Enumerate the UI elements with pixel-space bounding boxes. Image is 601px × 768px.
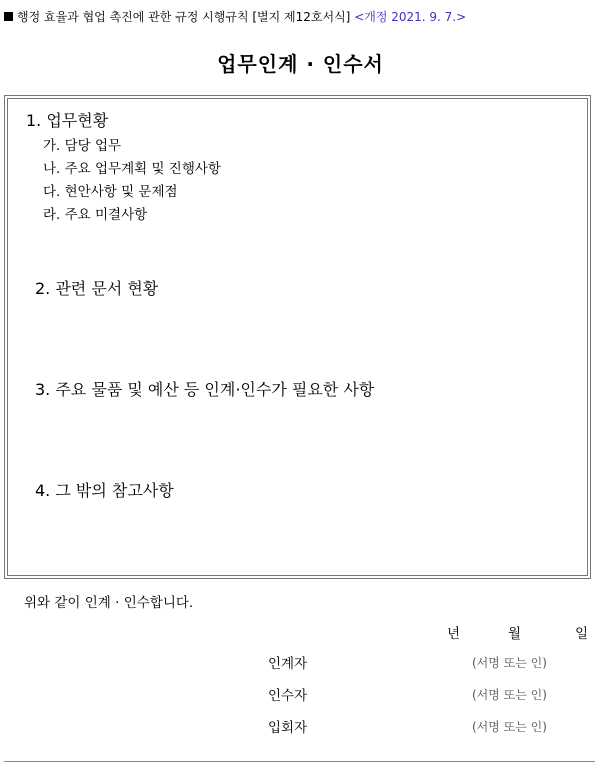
subitem-assigned-duties: 가. 담당 업무 bbox=[43, 138, 122, 154]
handover-statement: 위와 같이 인계 · 인수합니다. bbox=[24, 595, 194, 611]
section-related-documents: 2. 관련 문서 현황 bbox=[35, 279, 159, 298]
signer-role-witness: 입회자 bbox=[268, 720, 308, 736]
date-month-label: 월 bbox=[508, 626, 522, 642]
subitem-plans-progress: 나. 주요 업무계획 및 진행사항 bbox=[43, 161, 221, 177]
revision-note: <개정 2021. 9. 7.> bbox=[354, 10, 467, 24]
signature-slot-witness: (서명 또는 인) bbox=[472, 720, 547, 734]
signature-slot-receiver: (서명 또는 인) bbox=[472, 688, 547, 702]
section-work-status: 1. 업무현황 bbox=[26, 111, 109, 130]
square-bullet-icon bbox=[4, 12, 13, 21]
bottom-rule bbox=[4, 761, 595, 762]
content-box bbox=[4, 95, 591, 579]
form-header bbox=[4, 8, 466, 25]
subitem-issues-problems: 다. 현안사항 및 문제점 bbox=[43, 184, 178, 200]
date-day-label: 일 bbox=[575, 626, 589, 642]
rule-reference: 행정 효율과 협업 촉진에 관한 규정 시행규칙 [별지 제12호서식] bbox=[17, 10, 351, 24]
signer-role-receiver: 인수자 bbox=[268, 688, 308, 704]
document-title: 업무인계 · 인수서 bbox=[217, 52, 384, 76]
signer-role-handover: 인계자 bbox=[268, 656, 308, 672]
subitem-pending-matters: 라. 주요 미결사항 bbox=[43, 207, 148, 223]
section-items-budget: 3. 주요 물품 및 예산 등 인계·인수가 필요한 사항 bbox=[35, 380, 375, 399]
date-year-label: 년 bbox=[447, 626, 461, 642]
signature-slot-handover: (서명 또는 인) bbox=[472, 656, 547, 670]
section-other-notes: 4. 그 밖의 참고사항 bbox=[35, 481, 174, 500]
